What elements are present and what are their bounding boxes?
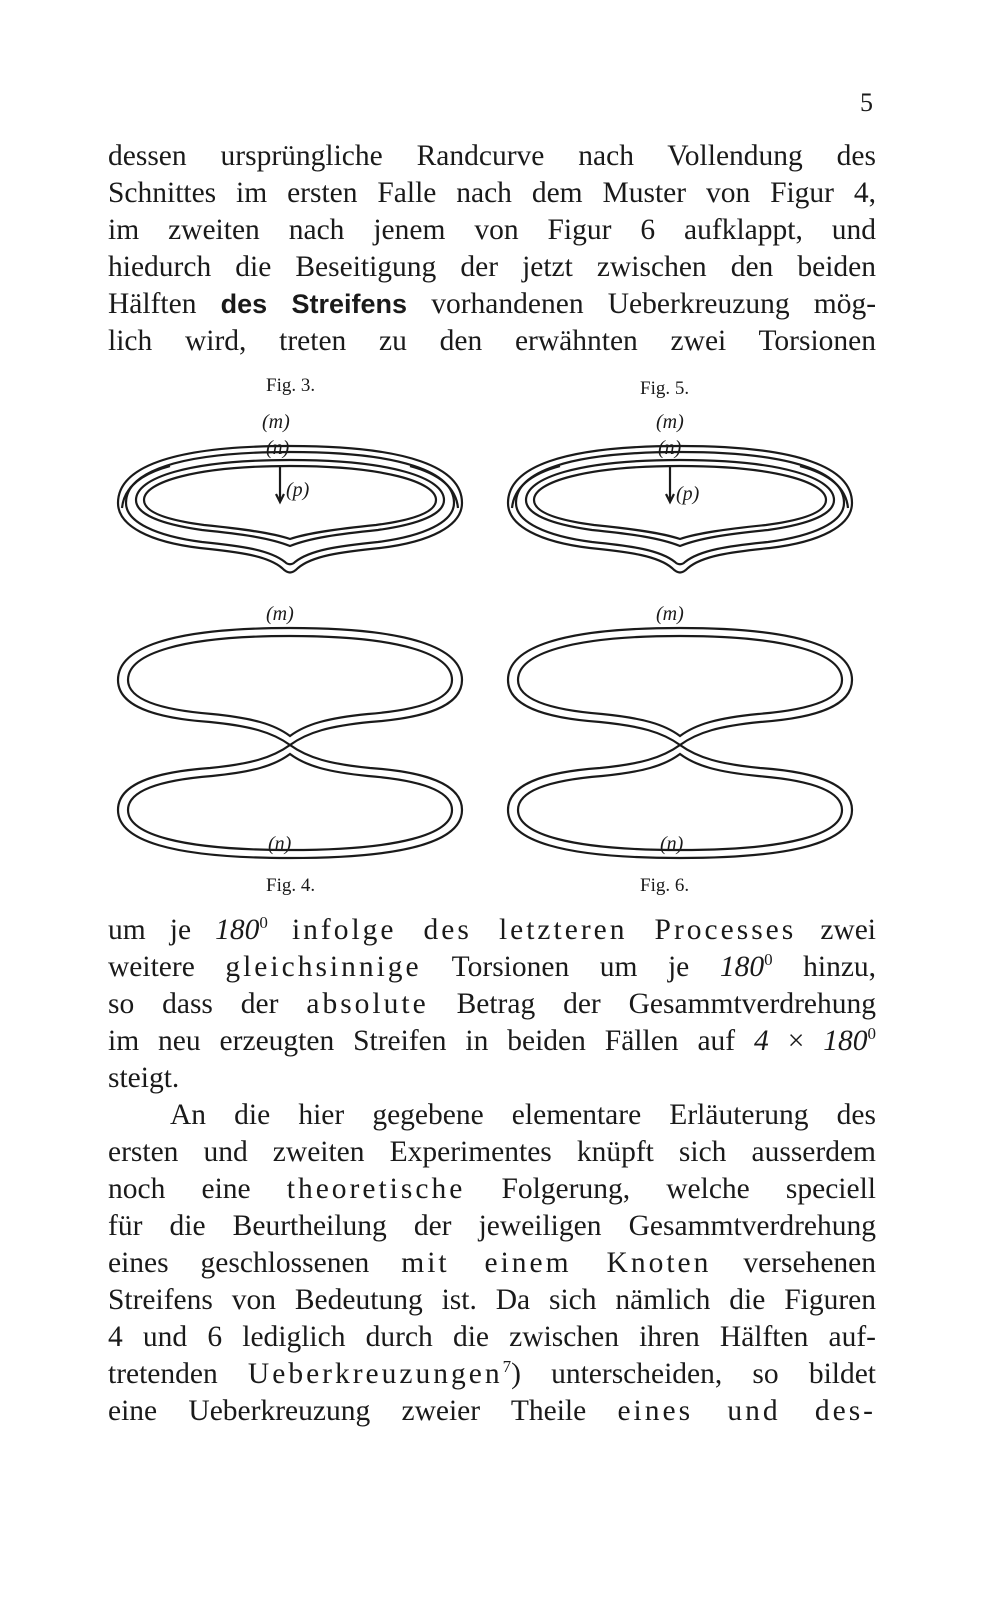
text-line	[108, 1023, 876, 1060]
spaced-text: absolute	[306, 988, 429, 1020]
text-line	[108, 1356, 876, 1393]
text-fragment: noch eine	[108, 1173, 251, 1205]
text-line	[108, 1171, 876, 1208]
degree-value: 180	[215, 914, 260, 946]
text-fragment: versehenen	[743, 1247, 877, 1279]
text-line: lich wird, treten zu den erwähnten zwei Torsionen	[108, 325, 876, 357]
text-fragment: im neu erzeugten Streifen in beiden Fällen auf	[108, 1025, 736, 1057]
fig3-label-m: (m)	[262, 411, 290, 433]
text-line: An die hier gegebene elementare Erläuterung des	[170, 1099, 876, 1131]
text-line	[108, 1393, 876, 1430]
text-line: im zweiten nach jenem von Figur 6 aufklappt, und	[108, 214, 876, 246]
text-fragment: um je	[108, 914, 192, 946]
text-fragment: eine Ueberkreuzung zweier Theile	[108, 1395, 587, 1427]
fig5-label-n: (n)	[658, 437, 682, 459]
text-fragment: ) unterscheiden, so bildet	[511, 1358, 877, 1390]
text-fragment: weitere	[108, 951, 195, 983]
footnote-marker: 7	[502, 1357, 512, 1377]
factor-value: 4	[754, 1025, 769, 1057]
text-fragment: zwei	[820, 914, 876, 946]
text-fragment: so dass der	[108, 988, 279, 1020]
text-line: für die Beurtheilung der jeweiligen Gesammtverdrehung	[108, 1210, 876, 1242]
fig4-label-m: (m)	[266, 603, 294, 625]
fig6-diagram	[500, 600, 860, 862]
fig5-label-m: (m)	[656, 411, 684, 433]
degree-sign: 0	[867, 1024, 877, 1044]
fig5-diagram	[500, 408, 860, 588]
degree-value: 180	[823, 1025, 868, 1057]
text-line: dessen ursprüngliche Randcurve nach Vollendung des	[108, 140, 876, 172]
fig4-diagram	[110, 600, 470, 862]
fig6-label-n: (n)	[660, 833, 684, 855]
text-line: Schnittes im ersten Falle nach dem Muster von Figur 4,	[108, 177, 876, 209]
fig3-caption: Fig. 3.	[266, 375, 316, 396]
fig5-label-p: (p)	[676, 483, 700, 505]
text-line: 4 und 6 lediglich durch die zwischen ihren Hälften auf-	[108, 1321, 876, 1353]
fig4-label-n: (n)	[268, 833, 292, 855]
degree-value: 180	[719, 951, 765, 983]
text-fragment: vorhandenen Ueberkreuzung mög-	[431, 288, 877, 320]
fig6-label-m: (m)	[656, 603, 684, 625]
emphasis-text: des Streifens	[220, 289, 408, 319]
fig6-caption: Fig. 6.	[640, 875, 690, 896]
fig4-caption: Fig. 4.	[266, 875, 316, 896]
text-line	[108, 949, 876, 986]
fig5-caption: Fig. 5.	[640, 378, 690, 399]
text-fragment: hinzu,	[803, 951, 877, 983]
text-line: ersten und zweiten Experimentes knüpft sich ausserdem	[108, 1136, 876, 1168]
fig3-label-n: (n)	[266, 437, 290, 459]
spaced-text: Ueberkreuzungen	[247, 1358, 503, 1390]
times-sign: ×	[787, 1025, 805, 1057]
fig3-label-p: (p)	[286, 479, 310, 501]
text-fragment: Betrag der Gesammtverdrehung	[456, 988, 877, 1020]
text-fragment: Hälften	[108, 288, 197, 320]
text-line	[108, 912, 876, 949]
paragraph-1	[108, 138, 876, 360]
degree-sign: 0	[259, 913, 268, 933]
paragraph-2	[108, 912, 876, 1097]
text-fragment: tretenden	[108, 1358, 218, 1390]
spaced-text: infolge des letzteren Processes	[291, 914, 797, 946]
text-line	[108, 286, 876, 323]
spaced-text: mit einem Knoten	[401, 1247, 712, 1279]
text-line: steigt.	[108, 1062, 180, 1094]
text-fragment: Torsionen um je	[451, 951, 690, 983]
text-line	[108, 986, 876, 1023]
degree-sign: 0	[764, 950, 773, 970]
paragraph-3	[108, 1097, 876, 1430]
spaced-text: eines und des-	[617, 1395, 876, 1427]
text-line	[108, 1245, 876, 1282]
spaced-text: theoretische	[286, 1173, 466, 1205]
text-line: Streifens von Bedeutung ist. Da sich nämlich die Figuren	[108, 1284, 876, 1316]
spaced-text: gleichsinnige	[225, 951, 422, 983]
text-fragment: eines geschlossenen	[108, 1247, 370, 1279]
page-number: 5	[860, 88, 873, 117]
fig3-diagram	[110, 408, 470, 588]
text-fragment: Folgerung, welche speciell	[501, 1173, 876, 1205]
text-line: hiedurch die Beseitigung der jetzt zwischen den beiden	[108, 251, 876, 283]
